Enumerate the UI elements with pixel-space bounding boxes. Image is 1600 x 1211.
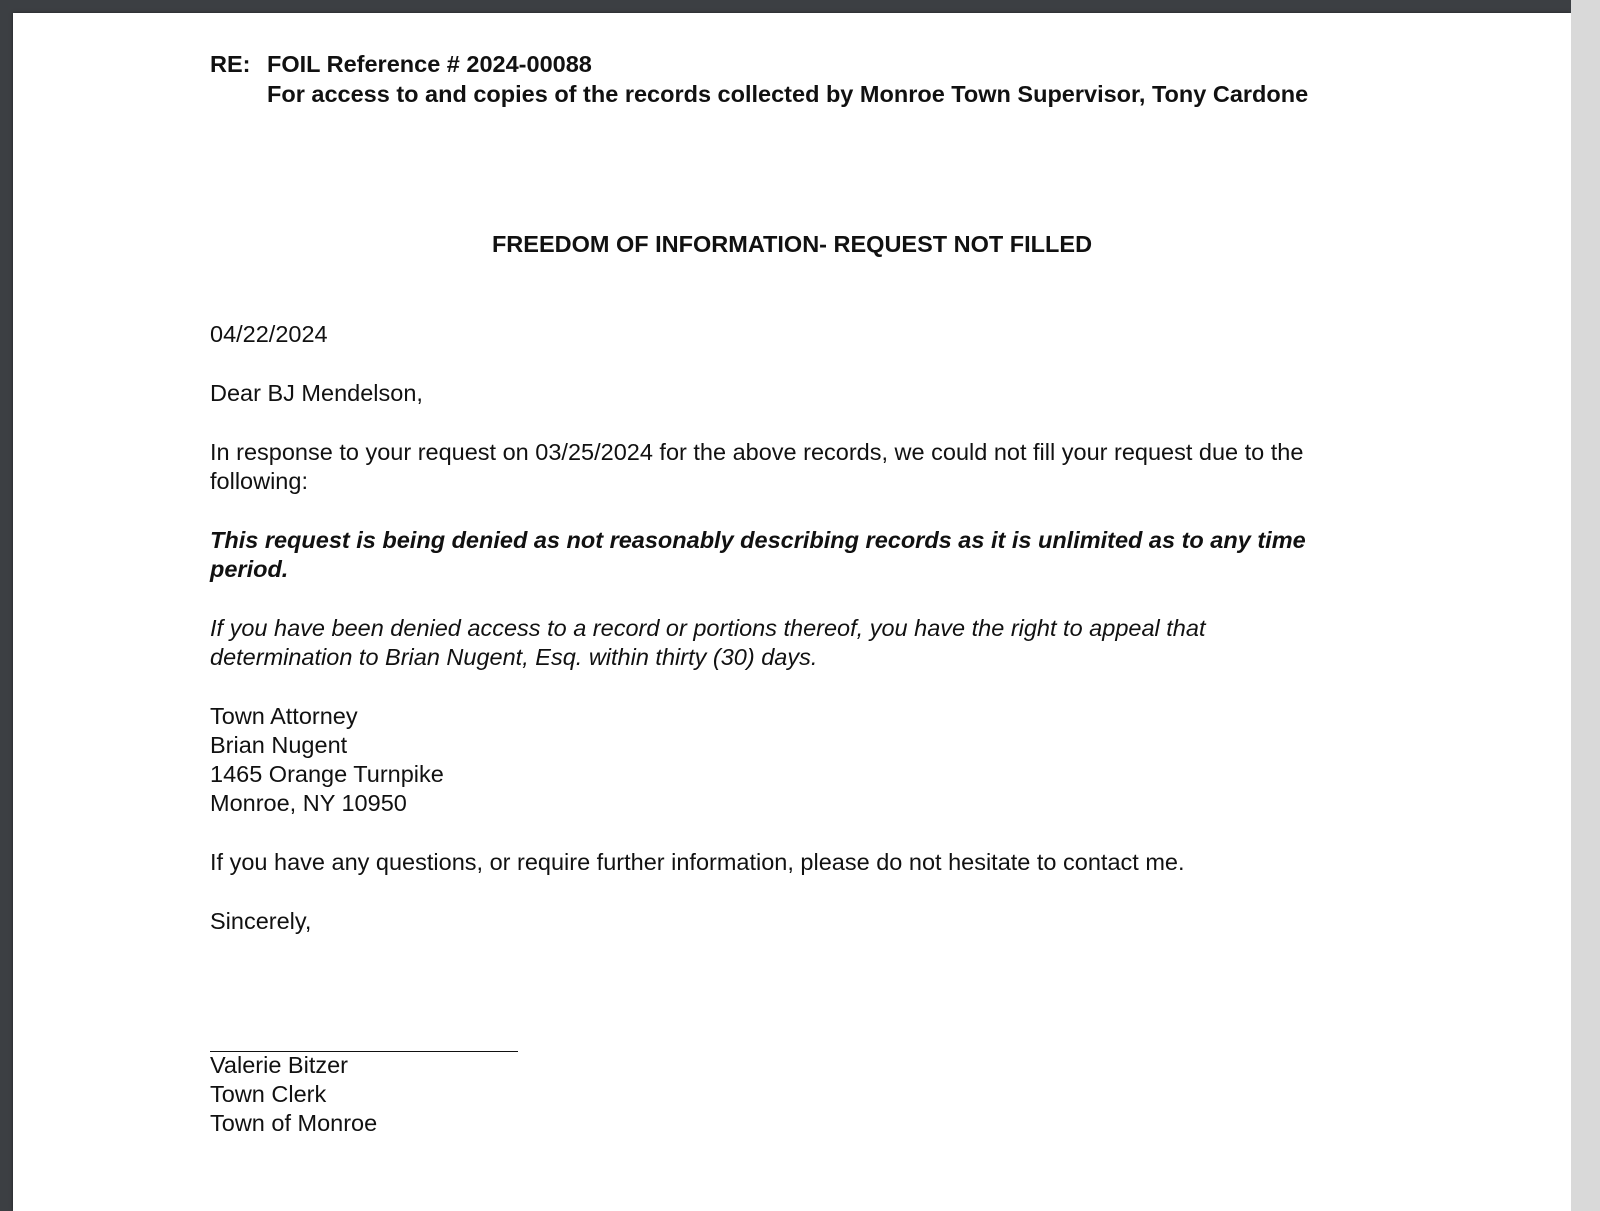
appeal-notice-line-1: If you have been denied access to a record or portions thereof, you have the right to appeal that [210,615,1206,641]
salutation: Dear BJ Mendelson, [210,380,423,406]
viewer-scroll-gutter [1571,0,1600,1211]
contact-note: If you have any questions, or require further information, please do not hesitate to contact me. [210,849,1185,875]
attorney-name: Brian Nugent [210,732,348,758]
document-page [13,13,1571,1211]
attorney-city: Monroe, NY 10950 [210,790,407,816]
letter-date: 04/22/2024 [210,321,328,347]
subject-line: For access to and copies of the records collected by Monroe Town Supervisor, Tony Cardone [267,81,1309,107]
attorney-title: Town Attorney [210,703,358,729]
signer-name: Valerie Bitzer [210,1052,349,1078]
foil-reference: FOIL Reference # 2024-00088 [267,51,592,77]
denial-reason-line-1: This request is being denied as not reasonably describing records as it is unlimited as to any time [210,527,1306,553]
response-paragraph-line-2: following: [210,468,308,494]
appeal-notice-line-2: determination to Brian Nugent, Esq. within thirty (30) days. [210,644,818,670]
signer-title: Town Clerk [210,1081,327,1107]
denial-reason-line-2: period. [210,556,289,582]
signer-org: Town of Monroe [210,1110,378,1136]
response-paragraph-line-1: In response to your request on 03/25/2024 for the above records, we could not fill your request due to the [210,439,1304,465]
reference-line [210,50,592,79]
closing: Sincerely, [210,908,312,934]
letter-heading: FREEDOM OF INFORMATION- REQUEST NOT FILLED [491,231,1093,257]
re-label: RE: [210,51,251,77]
attorney-street: 1465 Orange Turnpike [210,761,444,787]
